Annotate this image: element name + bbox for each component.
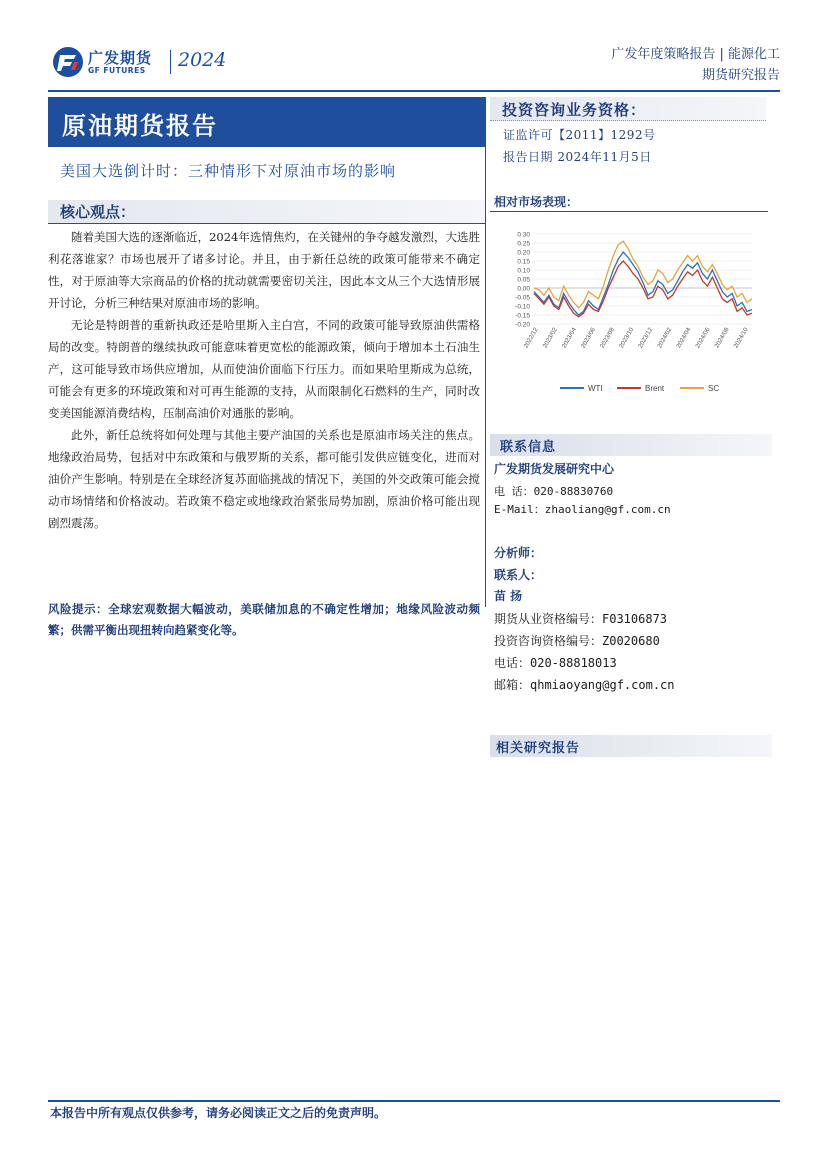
logo-chinese-name: 广发期货 [88, 49, 153, 67]
report-title: 原油期货报告 [62, 111, 218, 140]
related-reports-heading-bar [490, 735, 772, 757]
chart-x-tick-label: 2024/04 [675, 326, 693, 350]
chart-y-tick-label: 0.15 [517, 258, 530, 266]
chart-y-tick-label: 0.10 [517, 267, 530, 275]
core-view-heading: 核心观点： [60, 203, 136, 221]
chart-x-tick-label: 2024/02 [656, 326, 674, 350]
chart-x-tick-label: 2023/08 [598, 326, 617, 350]
legend-label-sc: SC [708, 384, 720, 393]
chart-y-tick-label: -0.10 [515, 303, 530, 311]
header-category: 广发年度策略报告 | 能源化工 [611, 47, 780, 62]
analyst-label: 分析师： [494, 546, 543, 560]
license-number: 证监许可【2011】1292号 [503, 128, 656, 142]
logo-english-name: GF FUTURES [88, 66, 146, 75]
chart-x-tick-label: 2023/06 [579, 326, 598, 350]
market-performance-chart [490, 220, 770, 405]
legend-label-wti: WTI [588, 384, 603, 393]
chart-x-tick-label: 2022/12 [522, 326, 540, 350]
gf-logo-icon [52, 46, 84, 78]
contact-email[interactable]: E-Mail：zhaoliang@gf.com.cn [494, 503, 671, 516]
chart-y-tick-label: 0.00 [517, 285, 530, 293]
analyst-phone: 电话：020-88818013 [494, 656, 617, 670]
chart-x-tick-label: 2023/10 [617, 326, 636, 350]
report-subtitle: 美国大选倒计时：三种情形下对原油市场的影响 [60, 162, 397, 180]
header-report-type [611, 44, 780, 86]
core-view-paragraph: 随着美国大选的逐渐临近，2024年选情焦灼，在关键州的争夺越发激烈，大选胜利花落谁家？市场也展开了诸多讨论。并且，由于新任总统的政策可能带来不确定性，对于原油等大宗商品的价格的扰动就需要密切关注，因此本文从三个大选情形展开讨论，分析三种结果对原油市场的影响。 [48, 230, 480, 310]
report-title-banner [48, 97, 485, 147]
related-reports-heading: 相关研究报告 [496, 741, 581, 756]
contact-heading-bar [490, 434, 772, 456]
market-performance-heading: 相对市场表现： [494, 195, 579, 209]
analyst-email[interactable]: 邮箱：qhmiaoyang@gf.com.cn [494, 678, 675, 692]
footer-divider [48, 1100, 780, 1102]
logo-divider [170, 50, 171, 74]
logo-year: 2024 [178, 49, 227, 71]
qualification-heading-bar [490, 97, 766, 121]
chart-y-tick-label: -0.15 [515, 312, 530, 320]
header-subcategory: 期货研究报告 [701, 68, 780, 83]
header-divider [48, 90, 780, 92]
contact-person-label: 联系人： [494, 568, 543, 582]
analyst-name: 苗 扬 [494, 589, 523, 603]
contact-org: 广发期货发展研究中心 [494, 462, 615, 476]
chart-x-tick-label: 2024/08 [713, 326, 731, 350]
contact-phone: 电 话：020-88830760 [494, 485, 614, 498]
core-view-body [48, 226, 480, 534]
chart-y-tick-label: 0.05 [517, 276, 530, 284]
chart-series-line-brent [534, 261, 752, 317]
chart-y-tick-label: 0.20 [517, 249, 530, 257]
legend-label-brent: Brent [645, 384, 665, 393]
chart-series-line-wti [534, 252, 752, 315]
chart-x-tick-label: 2023/04 [560, 326, 578, 350]
footer-disclaimer: 本报告中所有观点仅供参考，请务必阅读正文之后的免责声明。 [50, 1106, 387, 1120]
column-divider [485, 97, 486, 607]
futures-license: 期货从业资格编号：F03106873 [494, 612, 668, 626]
chart-x-tick-label: 2023/02 [541, 326, 559, 350]
chart-x-tick-label: 2024/06 [694, 326, 712, 350]
report-date: 报告日期 2024年11月5日 [503, 150, 652, 164]
core-view-paragraph: 无论是特朗普的重新执政还是哈里斯入主白宫，不同的政策可能导致原油供需格局的改变。特朗普的继续执政可能意味着更宽松的能源政策，倾向于增加本土石油生产，这可能导致市场供应增加，从而使油价面临下行压力。而如果哈里斯成为总统，可能会有更多的环境政策和对可再生能源的支持，从而限制化石燃料的生产，同时改变美国能源消费结构，压制高油价对通胀的影响。 [48, 318, 480, 420]
qualification-heading: 投资咨询业务资格： [502, 101, 647, 119]
market-heading-underline [490, 211, 768, 212]
risk-warning: 风险提示：全球宏观数据大幅波动，美联储加息的不确定性增加；地缘风险波动频繁；供需平衡出现扭转向趋紧变化等。 [48, 602, 480, 637]
chart-x-tick-label: 2024/10 [732, 326, 750, 350]
company-logo [52, 46, 252, 80]
chart-x-tick-label: 2023/12 [637, 326, 655, 350]
core-view-paragraph: 此外，新任总统将如何处理与其他主要产油国的关系也是原油市场关注的焦点。地缘政治局势，包括对中东政策和与俄罗斯的关系，都可能引发供应链变化，进而对油价产生影响。特别是在全球经济复苏面临挑战的情况下，美国的外交政策可能会搅动市场情绪和价格波动。若政策不稳定或地缘政治紧张局势加剧，原油价格可能出现剧烈震荡。 [48, 428, 480, 530]
chart-y-tick-label: 0.30 [517, 231, 530, 239]
advisory-license: 投资咨询资格编号：Z0020680 [494, 634, 660, 648]
contact-heading: 联系信息 [500, 440, 557, 455]
chart-y-tick-label: -0.20 [515, 321, 530, 329]
chart-y-tick-label: 0.25 [517, 240, 530, 248]
core-view-heading-bar [48, 200, 485, 224]
chart-y-tick-label: -0.05 [515, 294, 530, 302]
